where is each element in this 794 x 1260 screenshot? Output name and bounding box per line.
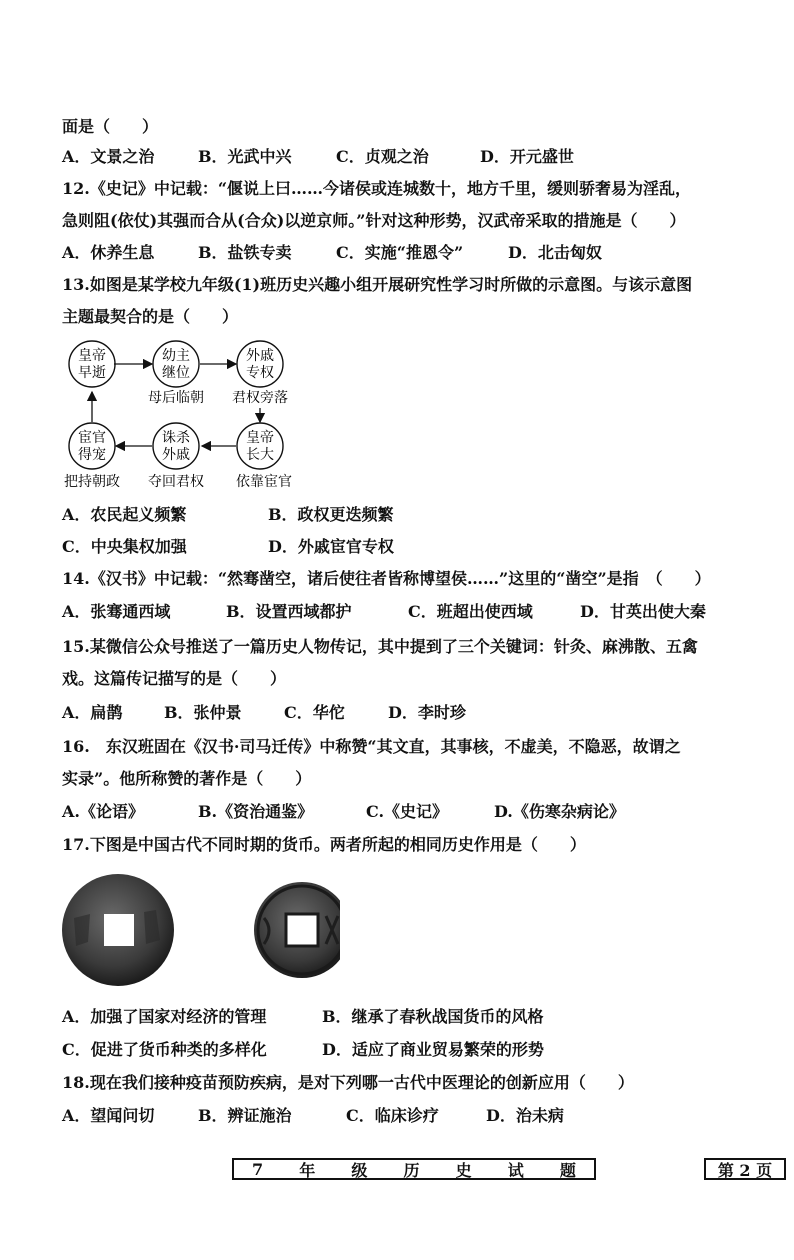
option-c: C．促进了货币种类的多样化 [62,1040,267,1059]
coin-banliang [62,874,174,986]
question-16-stem-1: 16. 东汉班固在《汉书·司马迁传》中称赞“其文直，其事核，不虚美，不隐恶，故谓之 [62,737,681,756]
node-label: 幼主 [162,348,190,364]
option-b: B．政权更迭频繁 [268,505,394,524]
footer-char: 题 [559,1160,576,1180]
footer-char: 级 [351,1160,368,1180]
node-kill-consort-clan [148,423,204,490]
option-b: B．设置西域都护 [226,602,352,621]
footer-char: 试 [507,1160,524,1180]
node-caption: 君权旁落 [232,390,288,406]
option-c: C．中央集权加强 [62,537,187,556]
node-label: 诛杀 [162,430,190,446]
question-18-stem: 18.现在我们接种疫苗预防疾病，是对下列哪一古代中医理论的创新应用（ ） [62,1073,634,1092]
option-c: C．贞观之治 [336,147,429,166]
option-d: D．外戚宦官专权 [268,537,394,556]
node-label: 得宠 [78,447,106,463]
option-c: C．实施“推恩令” [336,243,464,262]
option-a: A．张骞通西域 [62,602,171,621]
question-12-stem-2: 急则阻(依仗)其强而合从(合众)以逆京师。”针对这种形势，汉武帝采取的措施是（ ） [62,211,686,230]
node-caption: 依靠宦官 [236,474,292,490]
option-d: D．适应了商业贸易繁荣的形势 [322,1040,544,1059]
node-label: 皇帝 [246,430,274,446]
option-a: A．农民起义频繁 [62,505,187,524]
question-13-stem-2: 主题最契合的是（ ） [62,307,239,326]
option-a: A．加强了国家对经济的管理 [62,1007,267,1026]
coin-images [60,870,340,990]
question-14-stem: 14.《汉书》中记载：“然骞凿空，诸后使往者皆称博望侯……”这里的“凿空”是指 （ ） [62,569,711,588]
node-label: 继位 [162,365,190,381]
node-label: 宦官 [78,430,106,446]
option-c: C.《史记》 [366,802,449,821]
option-b: B．继承了春秋战国货币的风格 [322,1007,544,1026]
footer-exam-title [232,1158,596,1180]
node-label: 外戚 [162,447,190,463]
option-b: B．光武中兴 [198,147,292,166]
option-d: D．治未病 [486,1106,564,1125]
node-emperor-dies-early [69,341,115,387]
option-a: A.《论语》 [62,802,144,821]
node-young-ruler [148,341,204,406]
option-a: A．扁鹊 [62,703,123,722]
node-label: 长大 [246,447,274,463]
question-16-stem-2: 实录”。他所称赞的著作是（ ） [62,769,312,788]
option-b: B．张仲景 [164,703,242,722]
node-label: 皇帝 [78,348,106,364]
option-a: A．文景之治 [62,147,155,166]
question-17-stem: 17.下图是中国古代不同时期的货币。两者所起的相同历史作用是（ ） [62,835,586,854]
footer-char: 历 [403,1160,420,1180]
footer-char: 史 [455,1160,472,1180]
node-label: 早逝 [78,365,106,381]
footer-char: 年 [299,1160,316,1180]
option-b: B．辨证施治 [198,1106,292,1125]
question-11-stem-tail: 面是（ ） [62,117,159,136]
node-label: 外戚 [246,348,274,364]
option-c: C．班超出使西域 [408,602,533,621]
option-d: D．甘英出使大秦 [580,602,706,621]
option-b: B．盐铁专卖 [198,243,292,262]
node-emperor-grows-up [236,423,292,490]
question-15-stem-1: 15.某微信公众号推送了一篇历史人物传记，其中提到了三个关键词：针灸、麻沸散、五禽 [62,637,698,656]
node-consort-clan [232,341,288,406]
question-13-stem-1: 13.如图是某学校九年级(1)班历史兴趣小组开展研究性学习时所做的示意图。与该示意图 [62,275,693,294]
coin-wuzhu [254,882,340,978]
option-d: D．李时珍 [388,703,466,722]
question-12-stem-1: 12.《史记》中记载：“偃说上曰……今诸侯或连城数十，地方千里，缓则骄奢易为淫乱， [62,179,692,198]
node-caption: 夺回君权 [148,474,204,490]
option-d: D.《伤寒杂病论》 [494,802,625,821]
node-caption: 母后临朝 [148,390,204,406]
option-c: C．华佗 [284,703,345,722]
option-d: D．开元盛世 [480,147,574,166]
node-eunuchs-favored [64,423,120,490]
option-c: C．临床诊疗 [346,1106,439,1125]
node-label: 专权 [246,365,274,381]
node-caption: 把持朝政 [64,474,120,490]
option-b: B.《资治通鉴》 [198,802,314,821]
question-15-stem-2: 戏。这篇传记描写的是（ ） [62,669,287,688]
footer-char: 7 [252,1159,264,1179]
option-a: A．休养生息 [62,243,155,262]
cycle-diagram [58,336,318,496]
option-a: A．望闻问切 [62,1106,155,1125]
footer-page-number: 第 2 页 [704,1158,786,1180]
option-d: D．北击匈奴 [508,243,602,262]
